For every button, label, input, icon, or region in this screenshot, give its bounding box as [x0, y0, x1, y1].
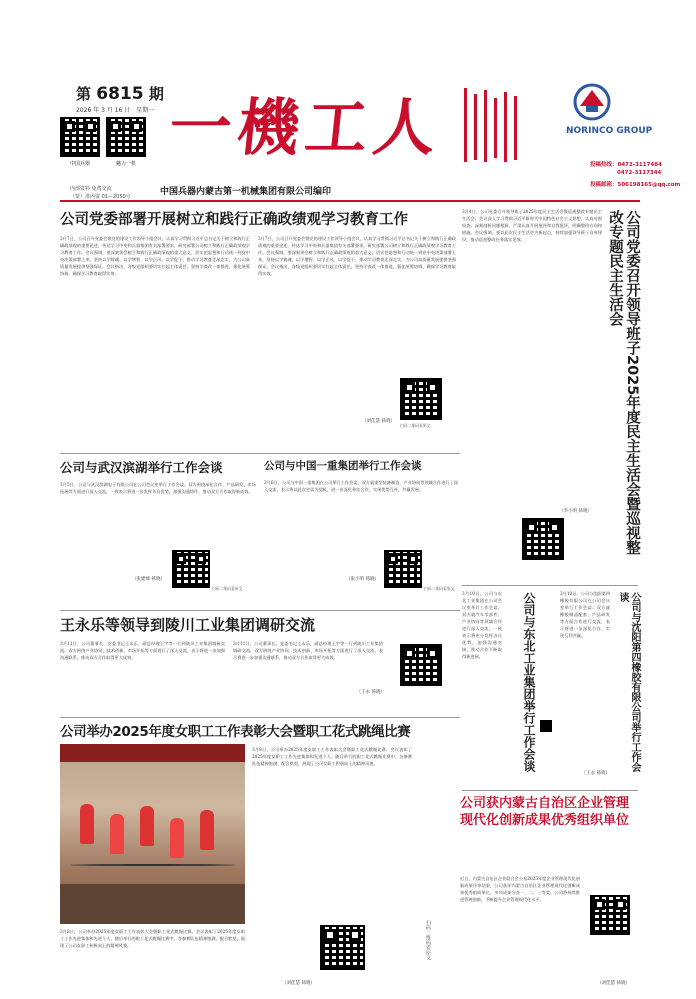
issue-date: 2026 年 3 月 16 日 星期一 [76, 107, 155, 114]
article-wuhan-binhu [60, 458, 258, 608]
article-7-qr[interactable] [540, 720, 552, 732]
article-3-body: 3月6日，公司与中国一重集团在公司举行工作会谈。双方就重型装备制造、产业协同等领域合作进行了深入交流，表示将以此次会谈为契机，进一步深化务实合作，实现优势互补、共赢发展。 [264, 480, 458, 492]
article-4-title[interactable]: 王永乐等领导到陵川工业集团调研交流 [60, 616, 316, 634]
newspaper-logo: 一機工人 [165, 91, 446, 164]
article-1-body-col2: 3月7日，公司召开党委会暨党的建设工作领导小组会议，认真学习贯彻习近平总书记关于树立和践行正确政绩观的重要论述，传达学习中央和兵器集团有关部署要求，研究部署公司树立和践行正确政绩观学习教育工作。会议强调，要深刻领会树立和践行正确政绩观的重大意义，切实把思想和行动统一到党中央决策部署上来，坚持以学铸魂、以学增智、以学正风、以学促干，推动学习教育走深走实，为公司高质量发展提供坚强保证。会议指出，各级党组织要切实扛起主体责任，坚持学查改一体推进，强化统筹协调，确保学习教育取得实效。 [258, 236, 456, 276]
article-5-caption-text: 3月8日，公司举办2025年度女职工工作表彰大会暨职工花式跳绳比赛。会议表彰了2025年度女职工工作先进集体和先进个人。随后举行的职工花式跳绳比赛中，各参赛队伍精神饱满、配合默契，展现了公司女职工积极向上的精神风貌。 [60, 929, 245, 948]
article-shenyang-rubber [560, 590, 640, 790]
divider-4 [462, 585, 638, 586]
qr1-label: 中国兵器 [69, 161, 90, 167]
issue-number-value: 6815 [96, 84, 144, 104]
article-party-committee-education [60, 208, 460, 453]
article-9-signature: （刘佳慧 韩晓） [597, 981, 630, 986]
article-8-title[interactable]: 公司与沈阳第四橡胶有限公司举行工作会谈 [617, 592, 640, 772]
article-8-signature: （王永 韩晓） [581, 771, 610, 776]
norinco-group-label: NORINCO GROUP [566, 126, 653, 136]
contact-hotline: 投稿热线：0472-3117484 [590, 162, 662, 168]
qr-code-china-ordnance[interactable] [60, 117, 100, 157]
article-1-body-col1: 3月7日，公司召开党委会暨党的建设工作领导小组会议，认真学习贯彻习近平总书记关于树立和践行正确政绩观的重要论述，传达学习中央和兵器集团有关部署要求，研究部署公司树立和践行正确政绩观学习教育工作。会议强调，要深刻领会树立和践行正确政绩观的重大意义，切实把思想和行动统一到党中央决策部署上来，坚持以学铸魂、以学增智、以学正风、以学促干，推动学习教育走深走实，为公司高质量发展提供坚强保证。会议指出，各级党组织要切实扛起主体责任，坚持学查改一体推进，强化统筹协调，确保学习教育取得实效。 [60, 236, 250, 276]
article-4-body-col2: 3月11日，公司董事长、党委书记王永乐，副总经理王宇等一行到陵川工业集团调研交流。双方围绕产业协同、技术创新、市场开拓等方面进行了深入交流，表示将进一步加强沟通联系，推动双方合作取得更大成效。 [233, 641, 383, 660]
article-china-first-heavy [264, 458, 460, 608]
article-9-body: 近日，内蒙古自治区企业联合会公布2025年度企业管理现代化创新成果评审结果，公司获评内蒙古自治区企业管理现代化创新成果优秀组织单位，多项成果分获一、二、三等奖。公司将持续推进管理创新，不断提升企业管理现代化水平。 [460, 876, 580, 902]
norinco-logo-icon [572, 82, 612, 122]
article-3-signature: （张小明 韩晓） [346, 577, 379, 582]
article-8-body: 3月10日，公司与沈阳第四橡胶有限公司在公司会议室举行工作会谈。双方就橡胶制品配套、产品研发等方面合作进行交流，表示将进一步深化合作，实现互利共赢。 [560, 591, 610, 638]
article-1-qr-caption: 扫码二维码看原文 [400, 423, 431, 428]
article-5-title[interactable]: 公司举办2025年度女职工工作表彰大会暨职工花式跳绳比赛 [60, 724, 411, 740]
qr2-label: 魅力一机 [115, 161, 136, 167]
rope-skipping-photo [60, 744, 245, 924]
article-2-signature: （张建峰 韩晓） [132, 577, 165, 582]
article-5-body: 3月8日，公司举办2025年度女职工工作表彰大会暨职工花式跳绳比赛。会议表彰了2025年度女职工工作先进集体和先进个人。随后举行的职工花式跳绳比赛中，各参赛队伍精神饱满、配合默契，展现了公司女职工积极向上的精神风貌。 [252, 747, 412, 766]
divider-2 [60, 610, 460, 611]
article-9-qr[interactable] [590, 895, 630, 935]
article-6-body: 3月4日，公司党委召开领导班子2025年度民主生活会暨巡视整改专题民主生活会。会议深入学习贯彻习近平新时代中国特色社会主义思想，认真对照检查，深刻剖析问题根源，严肃认真开展批评和自我批评，明确整改方向和措施。会议强调，要以此次民主生活会为新起点，持续加强领导班子自身建设，推动巡视整改任务落实见效。 [462, 209, 602, 242]
article-2-body: 3月5日，公司与武汉滨湖电子有限公司在公司会议室举行工作会谈。双方围绕深化合作、产品研发、市场拓展等方面进行深入交流，一致表示将进一步发挥各自优势，加强沟通协作，推动双方合作取得新成效。 [60, 482, 256, 494]
divider-3 [60, 717, 460, 718]
article-7-body: 3月10日，公司与东北工业集团在公司会议室举行工作会谈。双方就汽车零部件、产业协同等领域合作进行深入交流，一致表示将充分发挥各自优势，加强沟通对接，推动合作不断取得新进展。 [462, 591, 502, 659]
article-6-qr[interactable] [522, 518, 564, 560]
publisher-line: 中国兵器内蒙古第一机械集团有限公司编印 [160, 187, 332, 197]
contact-email: 投稿邮箱：506198165@qq.com [590, 182, 681, 188]
article-3-qr[interactable] [384, 550, 422, 588]
article-northeast-industry [462, 590, 556, 790]
divider-1 [60, 453, 460, 454]
article-6-title[interactable]: 公司党委召开领导班子2025年度民主生活会暨巡视整改专题民主生活会 [607, 210, 640, 555]
article-4-qr[interactable] [400, 644, 442, 686]
article-wang-yongle-visit [60, 614, 460, 714]
contact-hotline-2: 0472-3117344 [617, 170, 662, 176]
article-2-title[interactable]: 公司与武汉滨湖举行工作会谈 [60, 460, 223, 475]
issue-suffix: 期 [148, 85, 164, 103]
article-2-qr-caption: 扫码二维码看原文 [212, 586, 243, 591]
divider-5 [462, 790, 638, 791]
article-4-signature: （王永 韩晓） [356, 690, 385, 695]
article-6-signature: （李小明 韩晓） [559, 509, 592, 514]
article-3-qr-caption: 扫码二维码看原文 [424, 586, 455, 591]
article-management-innovation-award [400, 795, 640, 995]
mongolian-script [460, 88, 530, 168]
article-5-qr[interactable] [320, 925, 365, 970]
article-9-title[interactable]: 公司获内蒙古自治区企业管理现代化创新成果优秀组织单位 [460, 796, 630, 828]
masthead [0, 0, 696, 205]
internal-info-1: 内部资料 免费交流 [70, 186, 112, 192]
article-1-signature: （刘佳慧 韩晓） [362, 419, 395, 424]
internal-info-2: （蒙）准内资 01—2050号 [70, 194, 131, 200]
article-5-qr-caption: 扫码二维码看原文 [425, 920, 431, 960]
article-2-qr[interactable] [172, 550, 210, 588]
masthead-rule [60, 200, 640, 202]
article-3-title[interactable]: 公司与中国一重集团举行工作会谈 [264, 460, 422, 472]
issue-label: 第 [76, 85, 92, 103]
article-7-title[interactable]: 公司与东北工业集团举行工作会谈 [522, 592, 536, 772]
article-5-signature: （刘佳慧 韩晓） [282, 981, 315, 986]
issue-number [76, 83, 164, 104]
article-1-title[interactable]: 公司党委部署开展树立和践行正确政绩观学习教育工作 [60, 212, 408, 228]
article-4-body-col1: 3月11日，公司董事长、党委书记王永乐，副总经理王宇等一行到陵川工业集团调研交流。双方围绕产业协同、技术创新、市场开拓等方面进行了深入交流，表示将进一步加强沟通联系，推动双方合作取得更大成效。 [60, 641, 225, 660]
qr-code-charm-yiji[interactable] [106, 117, 146, 157]
article-democratic-life-meeting [462, 208, 638, 568]
article-1-qr[interactable] [400, 378, 442, 420]
